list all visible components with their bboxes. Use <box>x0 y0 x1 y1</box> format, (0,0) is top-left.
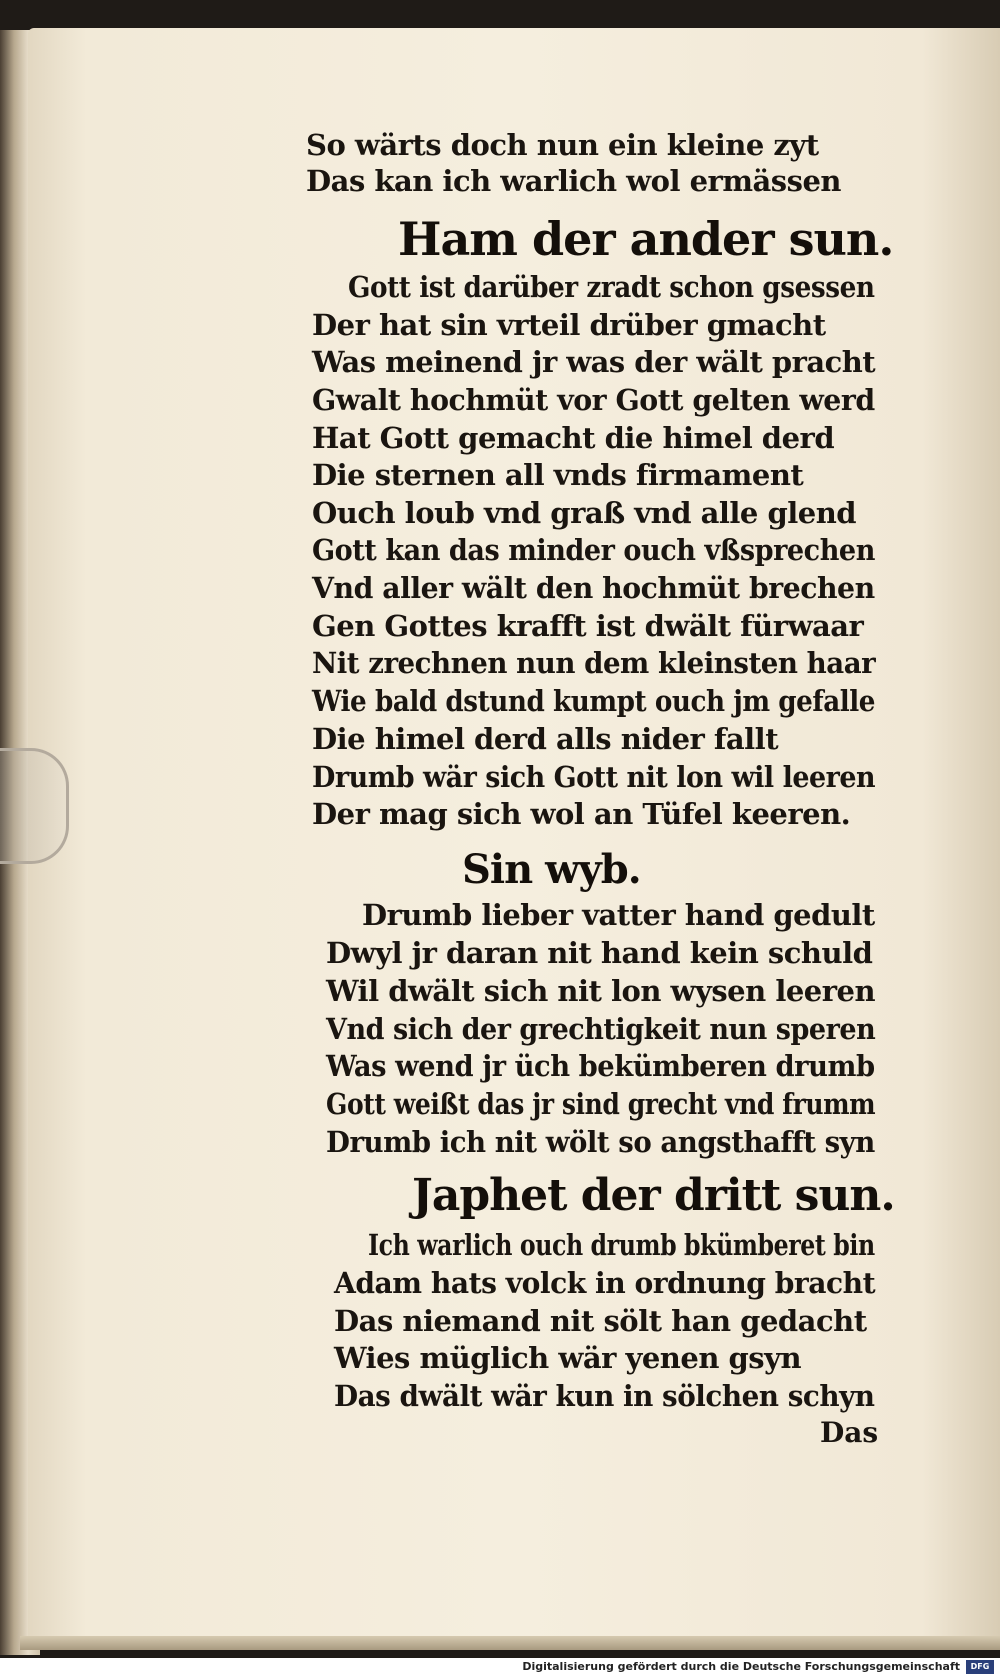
text-line: Das niemand nit sölt han gedacht <box>334 1304 867 1338</box>
text-line: Wies müglich wär yenen gsyn <box>334 1341 802 1375</box>
text-line: So wärts doch nun ein kleine zyt <box>306 128 819 162</box>
text-line: Vnd aller wält den hochmüt brechen <box>312 571 875 605</box>
text-line: Drumb ich nit wölt so angsthafft syn <box>326 1125 875 1159</box>
section-heading-ham: Ham der ander sun. <box>398 212 894 266</box>
text-line: Hat Gott gemacht die himel derd <box>312 421 835 455</box>
footer-bar <box>0 1658 1000 1677</box>
text-line: Ich warlich ouch drumb bkümberet bin <box>368 1228 875 1262</box>
text-line: Was meinend jr was der wält pracht <box>312 345 876 379</box>
page-stack-bottom <box>20 1636 1000 1650</box>
text-line: Der hat sin vrteil drüber gmacht <box>312 308 826 342</box>
text-line: Die sternen all vnds firmament <box>312 458 804 492</box>
section-heading-wyb: Sin wyb. <box>462 846 641 893</box>
text-line: Adam hats volck in ordnung bracht <box>334 1266 876 1300</box>
text-line: Gott weißt das jr sind grecht vnd frumm <box>326 1087 876 1121</box>
text-line: Wil dwält sich nit lon wysen leeren <box>326 974 876 1008</box>
text-line: Das kan ich warlich wol ermässen <box>306 164 841 198</box>
dfg-logo-icon: DFG <box>966 1660 994 1674</box>
text-line: Gen Gottes krafft ist dwält fürwaar <box>312 609 864 643</box>
footer-credit: Digitalisierung gefördert durch die Deutsche Forschungsgemeinschaft <box>522 1660 960 1673</box>
text-line: Gwalt hochmüt vor Gott gelten werd <box>312 383 875 417</box>
text-line: Drumb lieber vatter hand gedult <box>362 898 875 932</box>
text-line: Dwyl jr daran nit hand kein schuld <box>326 936 873 970</box>
text-line: Die himel derd alls nider fallt <box>312 722 779 756</box>
text-line: Gott kan das minder ouch vßsprechen <box>312 533 875 567</box>
text-line: Vnd sich der grechtigkeit nun speren <box>326 1012 876 1046</box>
catchword: Das <box>820 1416 879 1449</box>
text-line: Der mag sich wol an Tüfel keeren. <box>312 797 851 831</box>
section-heading-japhet: Japhet der dritt sun. <box>412 1170 895 1221</box>
text-line: Gott ist darüber zradt schon gsessen <box>348 270 875 304</box>
text-line: Das dwält wär kun in sölchen schyn <box>334 1379 875 1413</box>
text-line: Ouch loub vnd graß vnd alle glend <box>312 496 857 530</box>
text-line: Drumb wär sich Gott nit lon wil leeren <box>312 760 876 794</box>
text-line: Nit zrechnen nun dem kleinsten haar <box>312 646 876 680</box>
page-clip <box>0 748 69 864</box>
text-line: Was wend jr üch bekümberen drumb <box>326 1049 875 1083</box>
text-line: Wie bald dstund kumpt ouch jm gefalle <box>312 684 875 718</box>
